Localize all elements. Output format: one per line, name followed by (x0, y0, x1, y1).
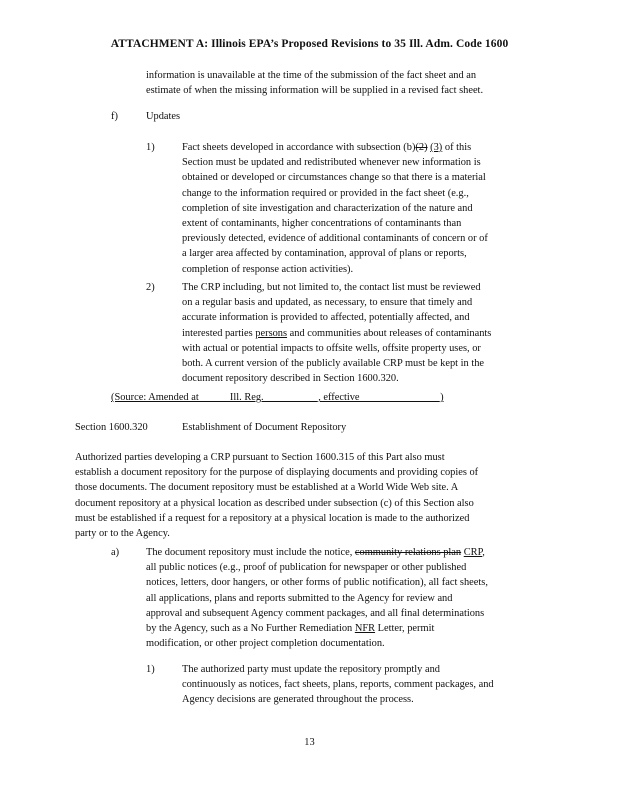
inserted-text: (3) (430, 142, 443, 153)
text-line: extent of contaminants, higher concentrations of contaminants than (182, 218, 462, 230)
text-line: The document repository must include the notice, community relations plan CRP, (146, 547, 485, 558)
page-header: ATTACHMENT A: Illinois EPA’s Proposed Revisions to 35 Ill. Adm. Code 1600 (110, 38, 509, 50)
section-title: Establishment of Document Repository (182, 422, 347, 433)
subsection-title-updates: Updates (146, 111, 181, 122)
text-line: document repository described in Section 1600.320. (182, 373, 399, 385)
subsection-marker-f: f) (111, 111, 118, 122)
text-line: Section must be updated and redistributed whenever new information is (182, 157, 481, 169)
text-line: both. A current version of the publicly available CRP must be kept in the (182, 358, 485, 370)
text-line: party or to the Agency. (75, 528, 170, 540)
text-line: approval and subsequent Agency comment packages, and all final determinations (146, 607, 485, 619)
item-marker-1: 1) (146, 142, 155, 153)
continuation-text (146, 68, 483, 98)
text-line: with actual or potential impacts to offsite wells, offsite property uses, or (182, 342, 481, 354)
text-line: modification, or other project completion documentation. (146, 638, 385, 650)
text-line: on a regular basis and updated, as necessary, to ensure that timely and (182, 297, 473, 309)
text-line: Agency decisions are generated throughout the process. (182, 694, 414, 706)
intro-paragraph (75, 450, 478, 541)
text-line: information is unavailable at the time of the submission of the fact sheet and an (146, 70, 477, 81)
item-a-text (146, 545, 488, 651)
text-line: Fact sheets developed in accordance with subsection (b)(2) (3) of this (182, 142, 472, 153)
text-line: interested parties persons and communities about releases of contaminants (182, 327, 492, 339)
text-line: document repository at a physical location as described under subsection (c) of this Section also (75, 497, 474, 509)
text-line: previously detected, evidence of additional contaminants of concern or of (182, 233, 488, 245)
text-line: by the Agency, such as a No Further Remediation NFR Letter, permit (146, 623, 435, 635)
item-marker-a1: 1) (146, 664, 155, 675)
inserted-text: persons (255, 327, 288, 339)
text-line: those documents. The document repository must be established at a World Wide Web site. A (75, 482, 459, 494)
section-number: Section 1600.320 (75, 422, 148, 433)
source-note (111, 390, 444, 405)
text-line: obtained or developed or circumstances change so that there is a material (182, 172, 486, 184)
text-line: estimate of when the missing information will be supplied in a revised fact sheet. (146, 85, 484, 97)
struck-text: community relations plan (354, 547, 462, 558)
struck-text: (2) (415, 142, 428, 153)
item-marker-2: 2) (146, 282, 155, 293)
page-number: 13 (304, 737, 315, 748)
text-line: The CRP including, but not limited to, the contact list must be reviewed (182, 282, 481, 293)
text-line: a larger area affected by contamination, approval of plans or reports, (182, 248, 467, 260)
updates-item-1-text (182, 140, 488, 277)
text-line: completion of response action activities). (182, 263, 354, 275)
text-line: establish a document repository for the purpose of displaying documents and providing copies of (75, 467, 479, 479)
text-line: notices, letters, door hangers, or other forms of public notification), all fact sheets, (146, 577, 488, 589)
subsection-marker-a: a) (111, 547, 120, 558)
text-line: accurate information is provided to affected, potentially affected, and (182, 312, 470, 324)
inserted-text: CRP (463, 547, 483, 558)
text-line: Authorized parties developing a CRP pursuant to Section 1600.315 of this Part also must (75, 452, 445, 463)
text-line: (Source: Amended at _____ Ill. Reg. __________, effective _______________) (111, 392, 444, 403)
item-a1-text (182, 662, 494, 708)
updates-item-2-text (182, 280, 491, 386)
text-line: change to the information required or provided in the fact sheet (e.g., (182, 187, 469, 199)
text-line: The authorized party must update the repository promptly and (182, 664, 440, 675)
text-line: all applications, plans and reports submitted to the Agency for review and (146, 592, 453, 604)
text-line: continuously as notices, fact sheets, plans, reports, comment packages, and (182, 679, 494, 691)
inserted-text: NFR (354, 623, 376, 635)
text-line: completion of site investigation and characterization of the nature and (182, 202, 473, 214)
text-line: all public notices (e.g., proof of publication for newspaper or other published (146, 562, 467, 574)
text-line: must be established if a request for a repository at a physical location is made to the authorized (75, 512, 470, 524)
